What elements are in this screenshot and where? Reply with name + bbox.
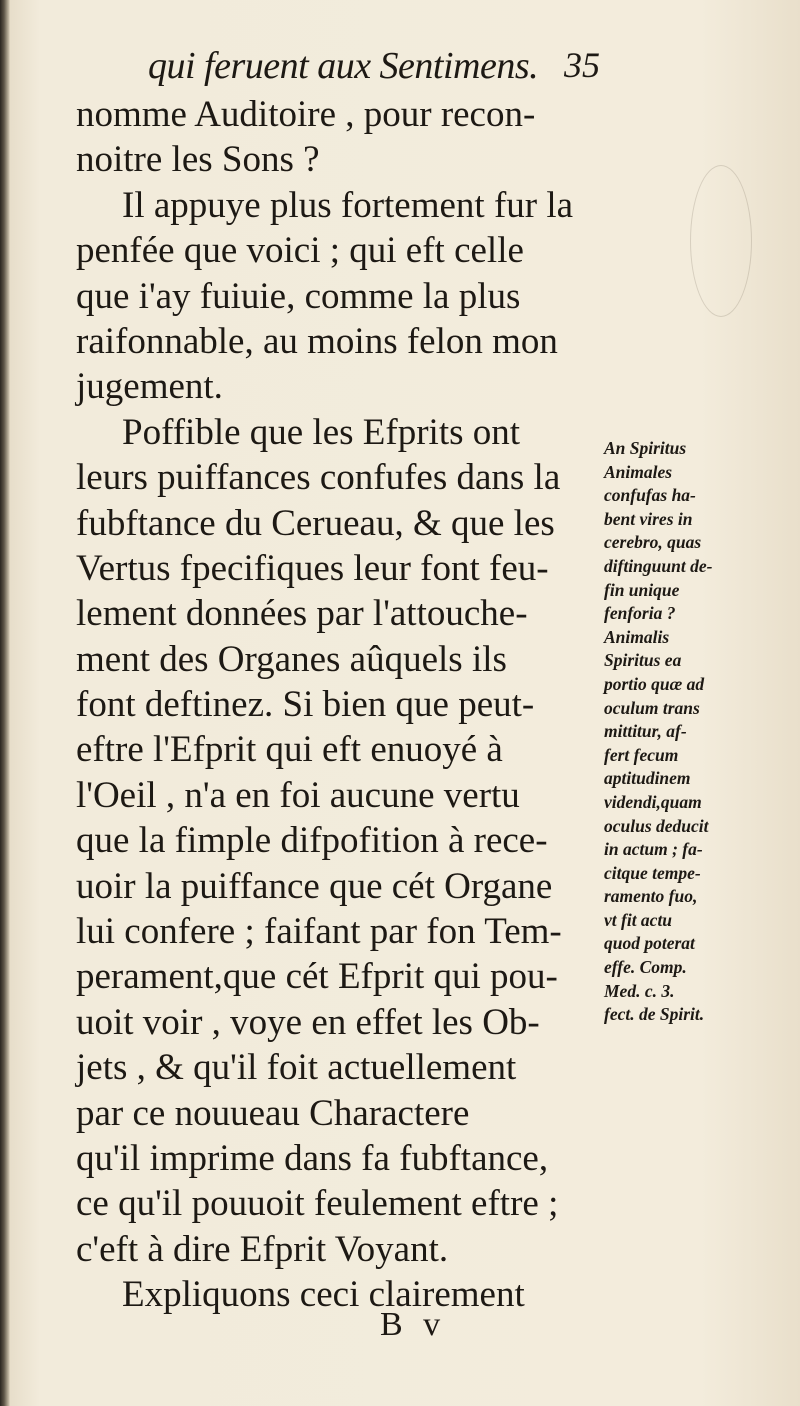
text-line: nomme Auditoire , pour recon- (76, 94, 536, 135)
text-line: fubftance du Cerueau, & que les (76, 502, 555, 544)
book-spine-edge (0, 0, 10, 1406)
text-line: Vertus fpecifiques leur font feu- (76, 547, 549, 589)
marginal-note-line: Animalis (604, 626, 670, 647)
signature-mark: B v (380, 1306, 447, 1343)
text-line: l'Oeil , n'a en foi aucune vertu (76, 774, 520, 816)
marginal-note-line: confufas ha- (604, 485, 696, 506)
text-line: que i'ay fuiuie, comme la plus (76, 275, 521, 317)
text-line: que la fimple difpofition à rece- (76, 820, 548, 862)
text-line: perament,que cét Efprit qui pou- (76, 956, 558, 998)
marginal-note-line: Animales (604, 461, 673, 482)
marginal-note-line: oculus deducit (604, 815, 709, 836)
text-line: uoit voir , voye en effet les Ob- (76, 1001, 540, 1043)
text-line: uoir la puiffance que cét Organe (76, 865, 553, 907)
text-line: Poffible que les Efprits ont (122, 411, 521, 453)
marginal-note-line: bent vires in (604, 508, 693, 529)
marginal-note-line: vt fit actu (604, 909, 673, 930)
text-line: leurs puiffances confufes dans la (76, 457, 561, 499)
marginal-note-line: Spiritus ea (604, 650, 682, 671)
text-line: ment des Organes aûquels ils (76, 638, 507, 680)
marginal-note-line: fin unique (604, 579, 680, 600)
marginal-note-line: An Spiritus (604, 438, 687, 458)
marginal-note-line: fect. de Spirit. (604, 1004, 705, 1025)
marginal-note-line: ramento fuo, (604, 886, 698, 907)
text-line: Expliquons ceci clairement (122, 1274, 525, 1316)
marginal-note-line: aptitudinem (604, 768, 691, 789)
text-line: font deftinez. Si bien que peut- (76, 684, 535, 726)
text-line: Il appuye plus fortement fur la (122, 184, 574, 226)
marginal-note-line: Med. c. 3. (604, 980, 675, 1001)
text-line: ce qu'il pouuoit feulement eftre ; (76, 1183, 559, 1225)
text-line: jugement. (76, 366, 223, 408)
marginal-note-line: oculum trans (604, 697, 700, 718)
marginal-note-line: fenforia ? (604, 603, 676, 624)
marginal-note (604, 437, 774, 1027)
text-line: penfée que voici ; qui eft celle (76, 230, 524, 272)
marginal-note-line: videndi,quam (604, 791, 702, 812)
text-line: noitre les Sons ? (76, 139, 320, 181)
text-line: jets , & qu'il foit actuellement (76, 1047, 517, 1089)
text-line: raifonnable, au moins felon mon (76, 320, 558, 362)
marginal-note-line: diftinguunt de- (604, 555, 713, 576)
marginal-note-line: in actum ; fa- (604, 839, 703, 860)
text-line: lui confere ; faifant par fon Tem- (76, 911, 562, 953)
marginal-note-line: mittitur, af- (604, 721, 687, 742)
paper-stain (690, 165, 752, 317)
marginal-note-line: fert fecum (604, 744, 679, 765)
marginal-note-line: portio quæ ad (604, 673, 705, 694)
main-text-block (76, 92, 606, 1318)
marginal-note-line: quod poterat (604, 933, 695, 954)
running-title: qui feruent aux Sentimens. (148, 45, 539, 87)
marginal-note-line: citque tempe- (604, 862, 701, 883)
marginal-note-line: cerebro, quas (604, 532, 702, 553)
page-number: 35 (564, 45, 600, 85)
text-line: c'eft à dire Efprit Voyant. (76, 1228, 449, 1270)
text-line: eftre l'Efprit qui eft enuoyé à (76, 729, 503, 771)
text-line: qu'il imprime dans fa fubftance, (76, 1137, 549, 1179)
text-line: lement données par l'attouche- (76, 593, 528, 635)
page-header (140, 40, 600, 90)
marginal-note-line: effe. Comp. (604, 957, 687, 978)
text-line: par ce nouueau Charactere (76, 1092, 470, 1134)
